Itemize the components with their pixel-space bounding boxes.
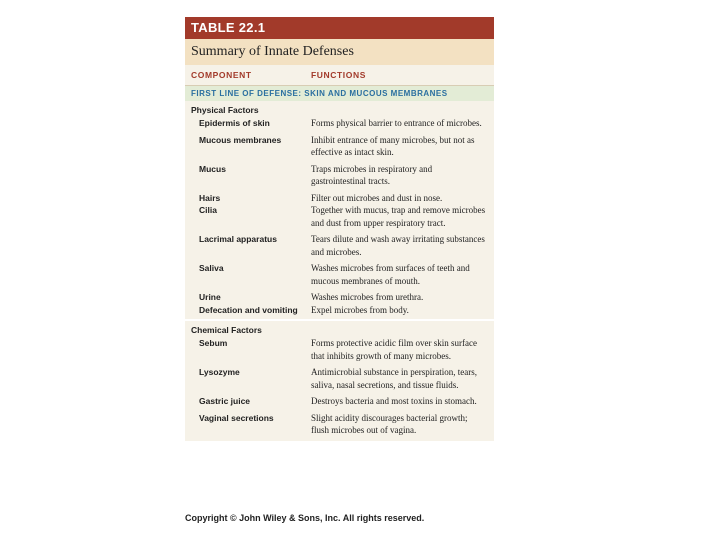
table-row	[185, 366, 494, 391]
function-cell: Antimicrobial substance in perspiration, tears, saliva, nasal secretions, and tissue fluids.	[311, 367, 477, 390]
summary-table	[185, 17, 494, 441]
component-cell: Gastric juice	[199, 396, 251, 406]
component-cell: Vaginal secretions	[199, 412, 274, 423]
table-row	[185, 412, 494, 437]
function-cell: Slight acidity discourages bacterial growth; flush microbes out of vagina.	[311, 412, 468, 435]
function-cell: Forms protective acidic film over skin surface that inhibits growth of many microbes.	[311, 338, 477, 361]
function-cell: Destroys bacteria and most toxins in stomach.	[311, 396, 477, 406]
component-cell: Cilia	[199, 205, 217, 215]
section-divider	[185, 319, 494, 321]
component-cell: Saliva	[199, 263, 224, 273]
component-cell: Epidermis of skin	[199, 118, 270, 128]
physical-factors-heading: Physical Factors	[191, 105, 259, 115]
component-cell: Sebum	[199, 338, 228, 348]
table-row	[185, 233, 494, 258]
component-cell: Mucus	[199, 163, 226, 174]
table-title: Summary of Innate Defenses	[185, 39, 494, 65]
physical-factors-list	[185, 117, 494, 316]
function-cell: Filter out microbes and dust in nose.	[311, 192, 443, 203]
table-row	[185, 395, 494, 408]
table-row	[185, 204, 494, 229]
function-cell: Traps microbes in respiratory and gastrointestinal tracts.	[311, 163, 433, 186]
line-of-defense-heading: FIRST LINE OF DEFENSE: SKIN AND MUCOUS MEMBRANES	[185, 86, 494, 101]
column-header-functions: FUNCTIONS	[311, 70, 366, 80]
chemical-factors-heading: Chemical Factors	[191, 325, 262, 335]
table-row	[185, 262, 494, 287]
table-row	[185, 117, 494, 130]
component-cell: Urine	[199, 292, 221, 302]
component-cell: Defecation and vomiting	[199, 304, 298, 315]
component-cell: Lacrimal apparatus	[199, 234, 277, 244]
component-cell: Hairs	[199, 192, 221, 203]
function-cell: Washes microbes from surfaces of teeth and mucous membranes of mouth.	[311, 263, 470, 286]
table-row	[185, 337, 494, 362]
column-headers	[185, 65, 494, 86]
function-cell: Washes microbes from urethra.	[311, 292, 424, 302]
table-row	[185, 291, 494, 304]
column-header-component: COMPONENT	[191, 70, 252, 80]
function-cell: Inhibit entrance of many microbes, but not as effective as intact skin.	[311, 134, 475, 157]
copyright-notice: Copyright © John Wiley & Sons, Inc. All rights reserved.	[185, 513, 425, 523]
function-cell: Tears dilute and wash away irritating substances and microbes.	[311, 234, 485, 257]
chemical-factors-list	[185, 337, 494, 441]
table-row	[185, 192, 494, 205]
table-row	[185, 304, 494, 317]
component-cell: Mucous membranes	[199, 134, 282, 145]
function-cell: Together with mucus, trap and remove microbes and dust from upper respiratory tract.	[311, 205, 486, 228]
table-label: TABLE 22.1	[185, 17, 494, 39]
function-cell: Forms physical barrier to entrance of microbes.	[311, 118, 482, 128]
function-cell: Expel microbes from body.	[311, 304, 409, 315]
component-cell: Lysozyme	[199, 367, 240, 377]
table-row	[185, 134, 494, 159]
table-row	[185, 163, 494, 188]
